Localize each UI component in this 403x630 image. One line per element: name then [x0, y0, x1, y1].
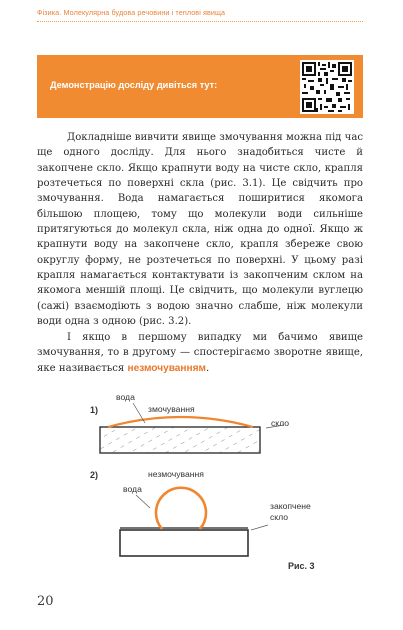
sooty-glass-plate [120, 530, 248, 556]
round-water-droplet [156, 488, 206, 529]
clean-glass-plate [100, 427, 260, 453]
sooty-glass-label-line1: закопчене [270, 501, 311, 511]
sooty-glass-label-line2: скло [270, 512, 289, 522]
demo-banner-text: Демонстрацію досліду дивіться тут: [50, 80, 218, 90]
panel-1-label: 1) [90, 405, 99, 415]
wetting-label: змочування [148, 404, 195, 414]
nonwetting-label: незмочування [148, 469, 204, 479]
term-nonwetting: незмочуванням [127, 362, 206, 374]
spread-water-droplet [108, 417, 253, 427]
figure-3 [88, 383, 343, 583]
paragraph-wetting: Докладніше вивчити явище змочування можна під час ще одного досліду. Для нього знадобиться чисте й закопчене скло. Якщо крапнути воду на чисте скло, крапля розтечеться по поверхні скла (рис. 3.1). Це свідчить про змочування. Вода намагається поширитися якомога більшою площею, тому що молекули води сильніше притягуються до молекул скла, ніж одна до одної. Якщо ж крапнути воду на закопчене скло, крапля збереже свою округлу форму, не розтечеться по поверхні. У цьому разі крапля намагається контактувати із закопченим склом на якомога меншій площі. Це свідчить, що молекули вуглецю (сажі) взаємодіють з водою значно слабше, ніж молекули води одна з одною (рис. 3.2). [37, 132, 363, 328]
water-label-2: вода [123, 484, 142, 494]
glass-label: скло [271, 418, 290, 428]
qr-code-icon[interactable] [300, 60, 354, 114]
figure-caption: Рис. 3 [288, 561, 315, 571]
running-header: Фізика. Молекулярна будова речовини і теплові явища [37, 8, 226, 17]
header-divider [37, 21, 363, 22]
page-number: 20 [37, 594, 54, 609]
panel-2-label: 2) [90, 470, 99, 480]
water-label-1: вода [116, 392, 135, 402]
paragraph-nonwetting: І якщо в першому випадку ми бачимо явище змочування, то в другому — спостерігаємо зворотне явище, яке називається незмочуванням. [37, 332, 363, 374]
demo-banner [37, 55, 363, 118]
